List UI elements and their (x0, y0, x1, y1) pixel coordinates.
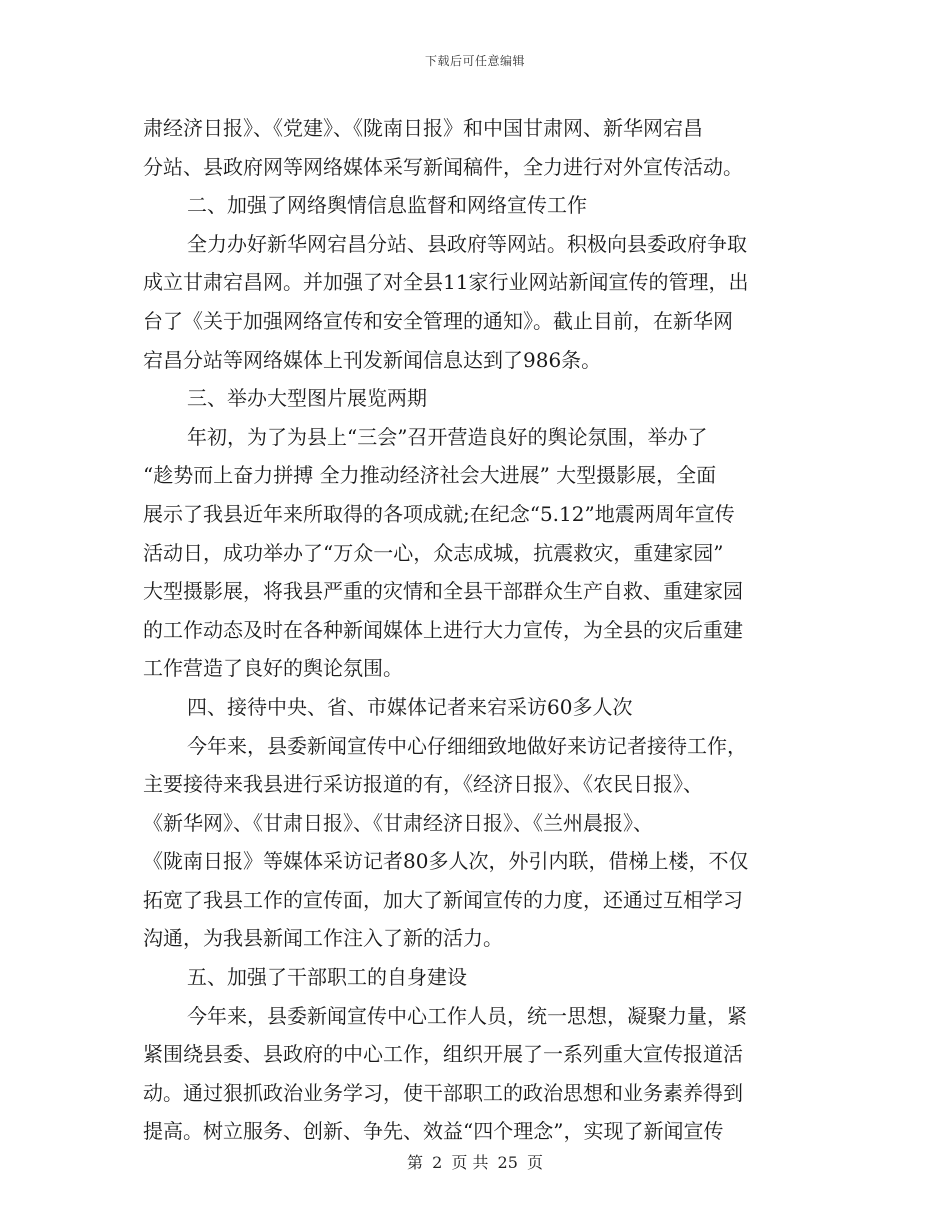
footer-total-pages: 25 (497, 1153, 518, 1172)
text-line: 紧围绕县委、县政府的中心工作，组织开展了一系列重大宣传报道活 (143, 1042, 743, 1067)
text-line: 展示了我县近年来所取得的各项成就;在纪念“5.12”地震两周年宣传 (143, 501, 735, 526)
text-line: 《陇南日报》等媒体采访记者80多人次，外引内联，借梯上楼，不仅 (143, 849, 749, 874)
text-line: 沟通，为我县新闻工作注入了新的活力。 (143, 926, 503, 951)
page-footer (0, 1150, 950, 1173)
footer-prefix: 第 (406, 1153, 423, 1172)
text-line: 工作营造了良好的舆论氛围。 (143, 656, 403, 681)
text-line: 动。通过狠抓政治业务学习，使干部职工的政治思想和业务素养得到 (143, 1080, 743, 1105)
text-line: 拓宽了我县工作的宣传面，加大了新闻宣传的力度，还通过互相学习 (143, 887, 743, 912)
text-line: 的工作动态及时在各种新闻媒体上进行大力宣传，为全县的灾后重建 (143, 617, 743, 642)
text-line: 主要接待来我县进行采访报道的有，《经济日报》、《农民日报》、 (143, 772, 703, 797)
text-line: 四、接待中央、省、市媒体记者来宕采访60多人次 (187, 694, 633, 719)
text-line: 活动日，成功举办了“万众一心，众志成城，抗震救灾，重建家园” (143, 540, 724, 565)
page-header: 下载后可任意编辑 (424, 54, 525, 68)
text-line: 年初，为了为县上“三会”召开营造良好的舆论氛围，举办了 (187, 424, 708, 449)
text-line: 二、加强了网络舆情信息监督和网络宣传工作 (187, 193, 587, 218)
text-line: 宕昌分站等网络媒体上刊发新闻信息达到了986条。 (143, 347, 602, 372)
document-body (143, 109, 808, 1151)
text-line: “趁势而上奋力拼搏 全力推动经济社会大进展” 大型摄影展，全面 (143, 463, 717, 488)
text-line: 提高。树立服务、创新、争先、效益“四个理念”，实现了新闻宣传 (143, 1119, 724, 1144)
text-line: 分站、县政府网等网络媒体采写新闻稿件，全力进行对外宣传活动。 (143, 154, 743, 179)
text-line: 大型摄影展，将我县严重的灾情和全县干部群众生产自救、重建家园 (143, 579, 743, 604)
text-line: 《新华网》、《甘肃日报》、《甘肃经济日报》、《兰州晨报》、 (143, 810, 653, 835)
text-line: 肃经济日报》、《党建》、《陇南日报》和中国甘肃网、新华网宕昌 (143, 116, 703, 140)
text-line: 全力办好新华网宕昌分站、县政府等网站。积极向县委政府争取 (187, 231, 747, 256)
text-line: 今年来，县委新闻宣传中心仔细细致地做好来访记者接待工作， (187, 733, 747, 758)
footer-suffix: 页 (527, 1153, 544, 1172)
text-line: 今年来，县委新闻宣传中心工作人员，统一思想，凝聚力量，紧 (187, 1003, 747, 1028)
text-line: 成立甘肃宕昌网。并加强了对全县11家行业网站新闻宣传的管理，出 (143, 270, 749, 295)
footer-middle: 页 共 (451, 1153, 489, 1172)
text-line: 五、加强了干部职工的自身建设 (187, 965, 467, 990)
footer-page-number: 2 (432, 1153, 443, 1172)
text-line: 台了《关于加强网络宣传和安全管理的通知》。截止目前，在新华网 (143, 308, 733, 333)
text-line: 三、举办大型图片展览两期 (187, 386, 427, 411)
